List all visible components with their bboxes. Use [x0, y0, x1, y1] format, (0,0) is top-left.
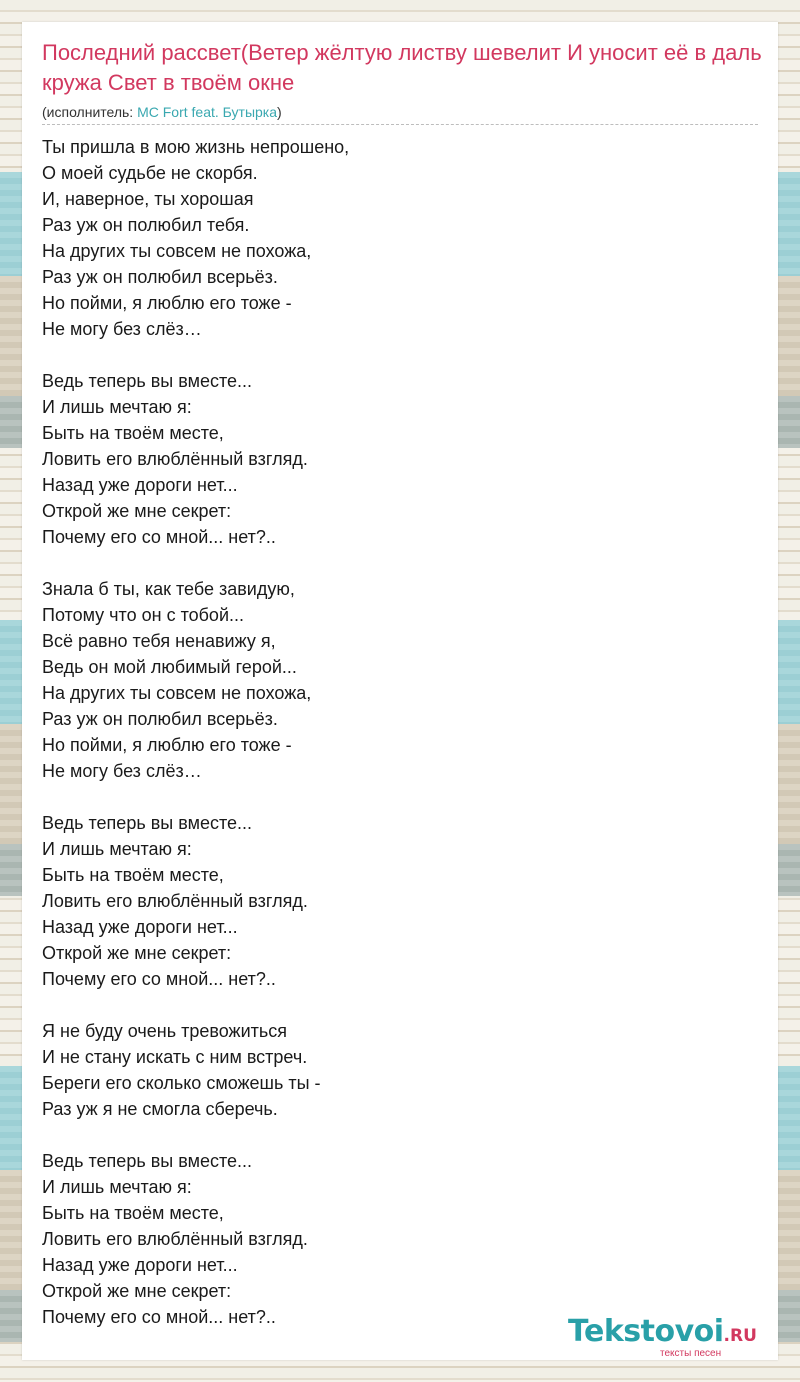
lyrics-line: Но пойми, я люблю его тоже - — [42, 293, 292, 313]
lyrics-line: Ловить его влюблённый взгляд. — [42, 449, 308, 469]
performer-suffix: ) — [277, 104, 282, 120]
logo-tld: .RU — [723, 1326, 757, 1346]
lyrics-line: Ведь теперь вы вместе... — [42, 813, 253, 833]
lyrics-line: И лишь мечтаю я: — [42, 397, 192, 417]
lyrics-line: Береги его сколько сможешь ты - — [42, 1073, 321, 1093]
lyrics-line: Почему его со мной... нет?.. — [42, 969, 276, 989]
song-title: Последний рассвет(Ветер жёлтую листву шевелит И уносит её в даль кружа Свет в твоём окне — [42, 40, 762, 95]
lyrics-line: Открой же мне секрет: — [42, 501, 232, 521]
lyrics-line: Быть на твоём месте, — [42, 1203, 224, 1223]
lyrics-line: Назад уже дороги нет... — [42, 475, 238, 495]
lyrics-line: Раз уж я не смогла сберечь. — [42, 1099, 278, 1119]
logo-name: Tekstovoi — [568, 1314, 724, 1349]
lyrics-line: И лишь мечтаю я: — [42, 1177, 192, 1197]
performer-link[interactable]: MC Fort feat. Бутырка — [137, 104, 278, 120]
lyrics-line: Не могу без слёз… — [42, 319, 202, 339]
lyrics-line: И не стану искать с ним встреч. — [42, 1047, 308, 1067]
lyrics-text — [42, 134, 758, 1356]
lyrics-line: Знала б ты, как тебе завидую, — [42, 579, 295, 599]
lyrics-line: Всё равно тебя ненавижу я, — [42, 631, 276, 651]
logo-tagline: тексты песен — [660, 1348, 722, 1359]
lyrics-line: И лишь мечтаю я: — [42, 839, 192, 859]
lyrics-stanza — [42, 368, 758, 550]
lyrics-line: Раз уж он полюбил всерьёз. — [42, 267, 278, 287]
site-logo[interactable] — [568, 1314, 778, 1358]
lyrics-line: Ты пришла в мою жизнь непрошено, — [42, 137, 350, 157]
lyrics-line: Быть на твоём месте, — [42, 865, 224, 885]
lyrics-line: Раз уж он полюбил всерьёз. — [42, 709, 278, 729]
lyrics-line: О моей судьбе не скорбя. — [42, 163, 258, 183]
lyrics-stanza — [42, 810, 758, 992]
lyrics-line: Ведь теперь вы вместе... — [42, 1151, 253, 1171]
lyrics-line: Ловить его влюблённый взгляд. — [42, 1229, 308, 1249]
lyrics-line: Назад уже дороги нет... — [42, 917, 238, 937]
lyrics-line: Но пойми, я люблю его тоже - — [42, 735, 292, 755]
performer-line — [42, 102, 758, 125]
lyrics-line: Ведь он мой любимый герой... — [42, 657, 297, 677]
lyrics-line: Открой же мне секрет: — [42, 1281, 232, 1301]
lyrics-line: На других ты совсем не похожа, — [42, 683, 312, 703]
lyrics-line: На других ты совсем не похожа, — [42, 241, 312, 261]
lyrics-line: Я не буду очень тревожиться — [42, 1021, 287, 1041]
lyrics-stanza — [42, 134, 758, 342]
lyrics-line: Быть на твоём месте, — [42, 423, 224, 443]
lyrics-card — [22, 22, 778, 1360]
lyrics-line: Ловить его влюблённый взгляд. — [42, 891, 308, 911]
lyrics-line: Не могу без слёз… — [42, 761, 202, 781]
lyrics-line: Почему его со мной... нет?.. — [42, 527, 276, 547]
lyrics-stanza — [42, 1148, 758, 1330]
performer-prefix: (исполнитель: — [42, 104, 138, 120]
lyrics-line: Назад уже дороги нет... — [42, 1255, 238, 1275]
lyrics-line: И, наверное, ты хорошая — [42, 189, 254, 209]
lyrics-stanza — [42, 576, 758, 784]
lyrics-line: Раз уж он полюбил тебя. — [42, 215, 250, 235]
lyrics-line: Потому что он с тобой... — [42, 605, 244, 625]
lyrics-line: Почему его со мной... нет?.. — [42, 1307, 276, 1327]
lyrics-line: Ведь теперь вы вместе... — [42, 371, 253, 391]
lyrics-stanza — [42, 1018, 758, 1122]
lyrics-line: Открой же мне секрет: — [42, 943, 232, 963]
